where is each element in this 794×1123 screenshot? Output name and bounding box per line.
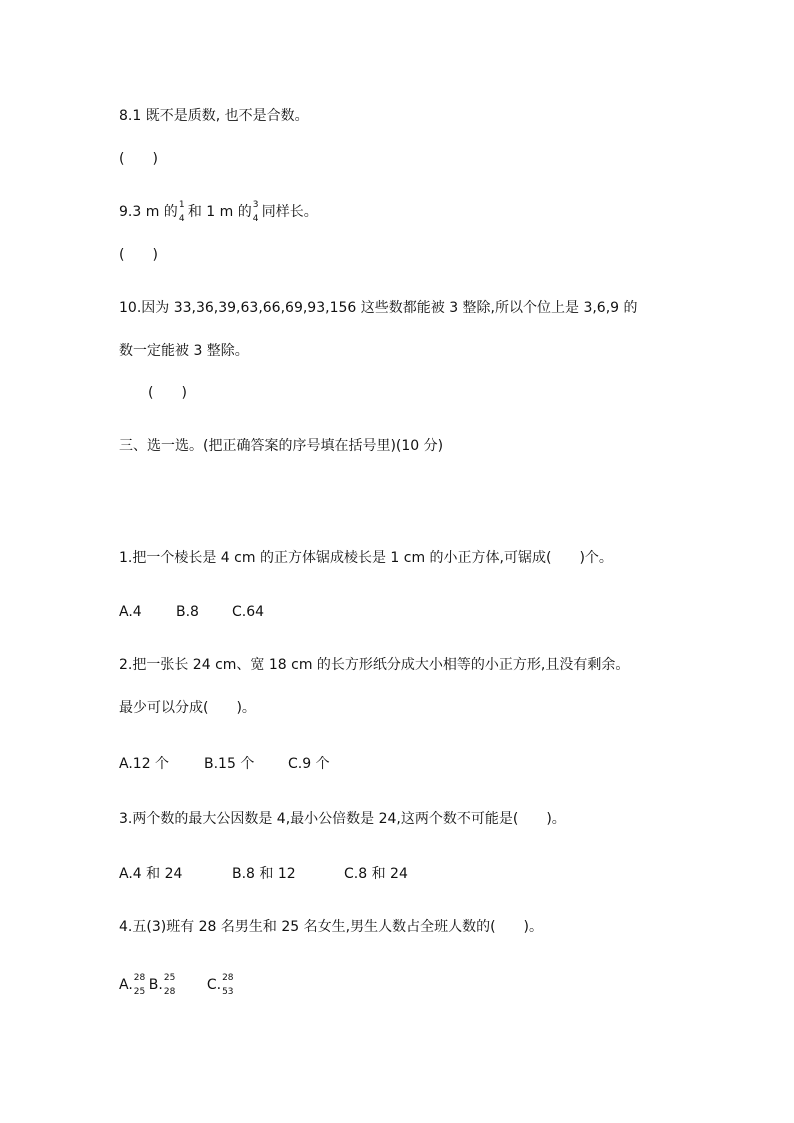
c4-c-den: 53: [222, 987, 234, 997]
q9-text: [119, 200, 318, 224]
q9-answer-paren: ( ): [119, 247, 158, 263]
q9-part2: 和 1 m 的: [187, 204, 252, 220]
c3-question: 3.两个数的最大公因数是 4,最小公倍数是 24,这两个数不可能是( )。: [119, 811, 566, 827]
section3-title: 三、选一选。(把正确答案的序号填在括号里)(10 分): [119, 438, 444, 454]
q10-line2: 数一定能被 3 整除。: [119, 343, 249, 359]
q8-answer-paren: ( ): [119, 151, 158, 167]
c4-a-num: 28: [133, 973, 146, 983]
c4-b-den: 28: [163, 987, 176, 997]
q9-fraction-2: [252, 200, 261, 224]
c2-line2: 最少可以分成( )。: [119, 700, 256, 716]
c4-c-num: 28: [222, 973, 234, 983]
c1-option-b: B.8: [176, 604, 199, 620]
c2-line1: 2.把一张长 24 cm、宽 18 cm 的长方形纸分成大小相等的小正方形,且没有剩余。: [119, 657, 630, 673]
q9-fraction-1: [178, 200, 187, 224]
c3-option-a: A.4 和 24: [119, 866, 183, 882]
c4-option-c-label: C.: [206, 977, 222, 993]
c4-option-b-fraction: [163, 973, 178, 997]
c3-option-b: B.8 和 12: [232, 866, 296, 882]
q9-part1: 9.3 m 的: [119, 204, 178, 220]
c4-option-a-label: A.: [119, 977, 133, 993]
q8-text: 8.1 既不是质数, 也不是合数。: [119, 108, 309, 124]
c4-a-den: 25: [133, 987, 146, 997]
c1-option-c: C.64: [232, 604, 265, 620]
c4-options: [119, 973, 237, 997]
c4-option-c-fraction: [222, 973, 236, 997]
q9-frac2-den: 4: [252, 214, 259, 224]
c3-option-c: C.8 和 24: [344, 866, 408, 882]
q9-frac1-num: 1: [178, 200, 185, 210]
q10-line1: 10.因为 33,36,39,63,66,69,93,156 这些数都能被 3 整除,所以个位上是 3,6,9 的: [119, 300, 638, 316]
q10-answer-paren: ( ): [148, 385, 187, 401]
q9-part3: 同样长。: [261, 204, 318, 220]
c1-question: 1.把一个棱长是 4 cm 的正方体锯成棱长是 1 cm 的小正方体,可锯成( )个。: [119, 550, 613, 566]
c4-b-num: 25: [163, 973, 176, 983]
c3-options: [119, 865, 408, 883]
c1-options: [119, 603, 264, 621]
c1-option-a: A.4: [119, 604, 142, 620]
q9-frac1-den: 4: [178, 214, 185, 224]
c2-option-c: C.9 个: [288, 756, 330, 772]
c4-question: 4.五(3)班有 28 名男生和 25 名女生,男生人数占全班人数的( )。: [119, 919, 543, 935]
c4-option-b-label: B.: [148, 977, 163, 993]
q9-frac2-num: 3: [252, 200, 259, 210]
c2-options: [119, 755, 330, 773]
c2-option-b: B.15 个: [204, 756, 255, 772]
c4-option-a-fraction: [133, 973, 148, 997]
c2-option-a: A.12 个: [119, 756, 170, 772]
